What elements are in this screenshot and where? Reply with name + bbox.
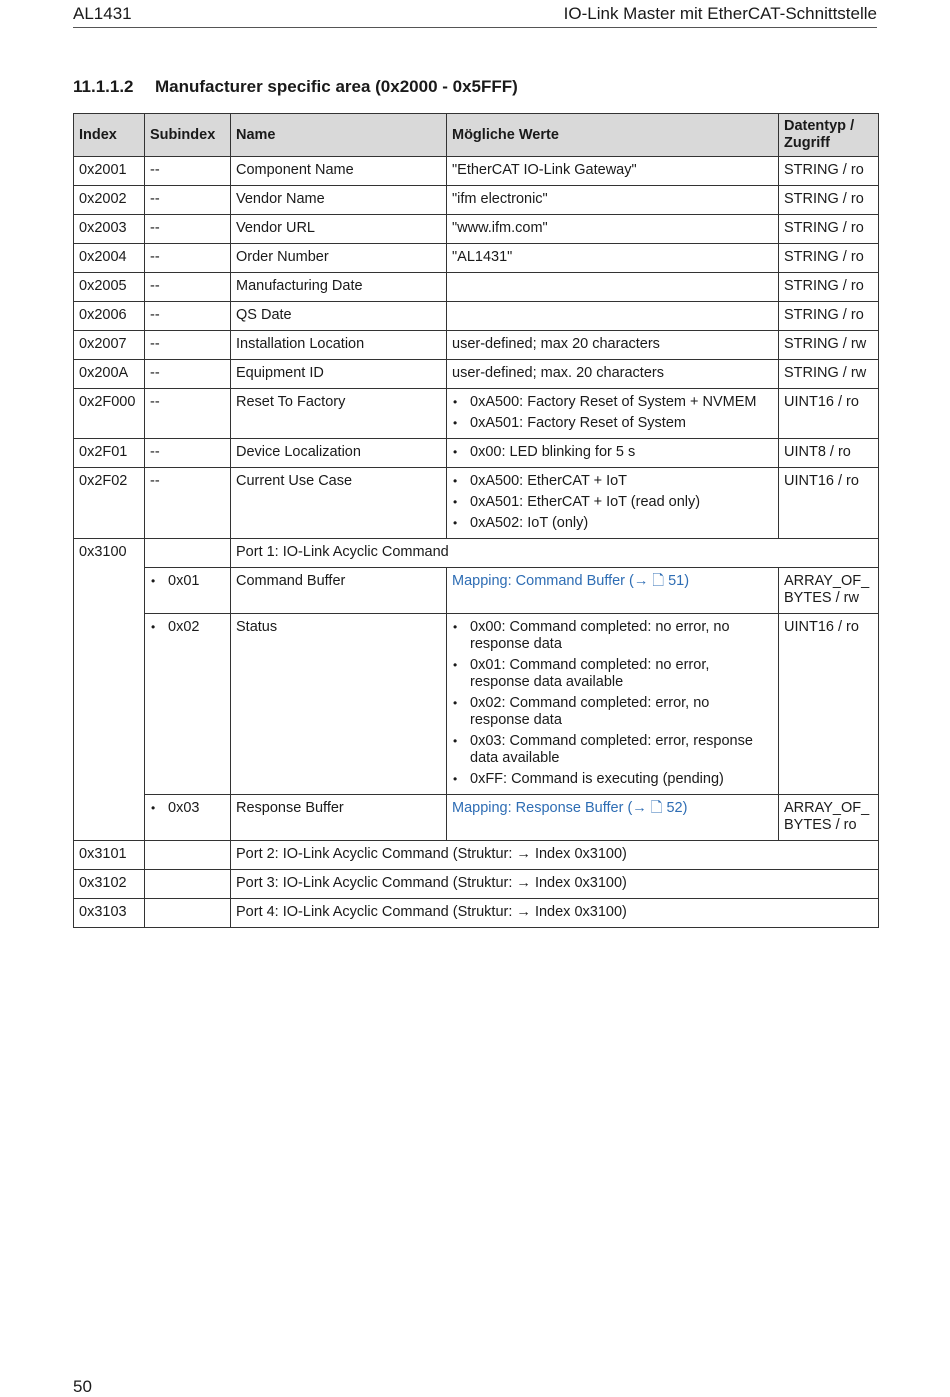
table-row: [74, 331, 879, 360]
table-row: [74, 215, 879, 244]
subindex-item: • 0x03: [150, 800, 225, 817]
value-item: • 0xA500: Factory Reset of System + NVMEM: [452, 394, 773, 411]
table-row: [74, 302, 879, 331]
cell-name: Status: [231, 614, 447, 795]
cell-index: 0x2006: [74, 302, 145, 331]
cell-index: 0x3103: [74, 899, 145, 928]
cell-subindex: --: [145, 186, 231, 215]
cell-value: [447, 795, 779, 841]
cell-port-description: Port 4: IO-Link Acyclic Command (Struktur: → Index 0x3100): [231, 899, 879, 928]
table-row: [74, 273, 879, 302]
value-item: • 0x02: Command completed: error, no response data: [452, 695, 773, 729]
value-item: • 0x00: Command completed: no error, no response data: [452, 619, 773, 653]
cell-subindex: --: [145, 389, 231, 439]
table-row: [74, 870, 879, 899]
value-item: • 0xA501: Factory Reset of System: [452, 415, 773, 432]
cell-type: UINT16 / ro: [779, 389, 879, 439]
cell-name: Installation Location: [231, 331, 447, 360]
cell-type: STRING / ro: [779, 186, 879, 215]
cell-subindex: [145, 899, 231, 928]
cell-index: 0x3102: [74, 870, 145, 899]
port-group-title-row: [74, 539, 879, 568]
cell-index: 0x2004: [74, 244, 145, 273]
doc-title: IO-Link Master mit EtherCAT-Schnittstelle: [563, 4, 877, 23]
cell-subindex: [145, 841, 231, 870]
table-row: [74, 186, 879, 215]
cell-value: [447, 614, 779, 795]
parameter-table: [73, 113, 879, 928]
header-divider: [73, 27, 877, 28]
value-item: • 0x01: Command completed: no error, response data available: [452, 657, 773, 691]
cell-type: ARRAY_OF_ BYTES / rw: [779, 568, 879, 614]
cell-type: STRING / rw: [779, 360, 879, 389]
cell-type: ARRAY_OF_ BYTES / ro: [779, 795, 879, 841]
cell-name: Response Buffer: [231, 795, 447, 841]
cell-type: UINT16 / ro: [779, 614, 879, 795]
table-row: [74, 841, 879, 870]
cell-value: [447, 273, 779, 302]
cell-type: UINT16 / ro: [779, 468, 879, 539]
cell-value: "AL1431": [447, 244, 779, 273]
table-row: [74, 439, 879, 468]
col-header-index: Index: [74, 114, 145, 157]
response-buffer-link[interactable]: Mapping: Response Buffer (→ 🗋 52): [452, 800, 688, 816]
cell-subindex: [145, 568, 231, 614]
cell-name: Device Localization: [231, 439, 447, 468]
command-buffer-link[interactable]: Mapping: Command Buffer (→ 🗋 51): [452, 573, 690, 589]
cell-value: [447, 302, 779, 331]
cell-type: UINT8 / ro: [779, 439, 879, 468]
col-header-values: Mögliche Werte: [447, 114, 779, 157]
table-row: [74, 157, 879, 186]
section-title-text: Manufacturer specific area (0x2000 - 0x5FFF): [155, 77, 518, 96]
col-header-subindex: Subindex: [145, 114, 231, 157]
table-row: [74, 244, 879, 273]
table-row: [74, 795, 879, 841]
cell-index: 0x2F02: [74, 468, 145, 539]
cell-subindex: --: [145, 360, 231, 389]
cell-name: Equipment ID: [231, 360, 447, 389]
value-item: • 0xFF: Command is executing (pending): [452, 771, 773, 788]
table-row: [74, 899, 879, 928]
subindex-item: • 0x02: [150, 619, 225, 636]
value-item: • 0xA501: EtherCAT + IoT (read only): [452, 494, 773, 511]
section-heading: [73, 77, 518, 97]
cell-subindex: --: [145, 331, 231, 360]
cell-value: [447, 439, 779, 468]
cell-index: 0x200A: [74, 360, 145, 389]
cell-subindex: --: [145, 157, 231, 186]
cell-subindex: --: [145, 215, 231, 244]
value-item: • 0xA502: IoT (only): [452, 515, 773, 532]
cell-index: 0x2F01: [74, 439, 145, 468]
cell-index: 0x2005: [74, 273, 145, 302]
cell-port-description: Port 3: IO-Link Acyclic Command (Struktur: → Index 0x3100): [231, 870, 879, 899]
page-number: 50: [73, 1377, 92, 1396]
cell-value: user-defined; max. 20 characters: [447, 360, 779, 389]
cell-value: "ifm electronic": [447, 186, 779, 215]
value-item: • 0xA500: EtherCAT + IoT: [452, 473, 773, 490]
cell-subindex: --: [145, 302, 231, 331]
cell-type: STRING / rw: [779, 331, 879, 360]
cell-value: "EtherCAT IO-Link Gateway": [447, 157, 779, 186]
cell-index: 0x2002: [74, 186, 145, 215]
section-number: 11.1.1.2: [73, 77, 134, 96]
cell-type: STRING / ro: [779, 215, 879, 244]
table-row: [74, 360, 879, 389]
subindex-item: • 0x01: [150, 573, 225, 590]
cell-subindex: [145, 870, 231, 899]
cell-name: Order Number: [231, 244, 447, 273]
col-header-name: Name: [231, 114, 447, 157]
cell-name: Manufacturing Date: [231, 273, 447, 302]
doc-id: AL1431: [73, 4, 132, 23]
cell-type: STRING / ro: [779, 244, 879, 273]
cell-type: STRING / ro: [779, 302, 879, 331]
cell-name: Reset To Factory: [231, 389, 447, 439]
cell-name: QS Date: [231, 302, 447, 331]
cell-subindex: [145, 795, 231, 841]
port-group-title: Port 1: IO-Link Acyclic Command: [231, 539, 879, 568]
cell-value: [447, 468, 779, 539]
cell-name: Vendor Name: [231, 186, 447, 215]
cell-subindex: [145, 539, 231, 568]
cell-value: [447, 389, 779, 439]
cell-type: STRING / ro: [779, 157, 879, 186]
cell-value: "www.ifm.com": [447, 215, 779, 244]
cell-port-description: Port 2: IO-Link Acyclic Command (Struktur: → Index 0x3100): [231, 841, 879, 870]
cell-name: Vendor URL: [231, 215, 447, 244]
cell-name: Command Buffer: [231, 568, 447, 614]
cell-name: Current Use Case: [231, 468, 447, 539]
cell-subindex: --: [145, 468, 231, 539]
table-row: [74, 568, 879, 614]
cell-value: user-defined; max 20 characters: [447, 331, 779, 360]
table-row: [74, 468, 879, 539]
cell-subindex: [145, 614, 231, 795]
value-item: • 0x03: Command completed: error, response data available: [452, 733, 773, 767]
cell-index: 0x3101: [74, 841, 145, 870]
cell-index: 0x2007: [74, 331, 145, 360]
cell-subindex: --: [145, 439, 231, 468]
cell-index: 0x3100: [74, 539, 145, 841]
cell-index: 0x2001: [74, 157, 145, 186]
col-header-type: Datentyp / Zugriff: [779, 114, 879, 157]
cell-name: Component Name: [231, 157, 447, 186]
table-row: [74, 389, 879, 439]
cell-type: STRING / ro: [779, 273, 879, 302]
cell-subindex: --: [145, 244, 231, 273]
cell-index: 0x2003: [74, 215, 145, 244]
table-row: [74, 614, 879, 795]
cell-index: 0x2F000: [74, 389, 145, 439]
value-item: • 0x00: LED blinking for 5 s: [452, 444, 773, 461]
cell-value: [447, 568, 779, 614]
cell-subindex: --: [145, 273, 231, 302]
table-header-row: [74, 114, 879, 157]
